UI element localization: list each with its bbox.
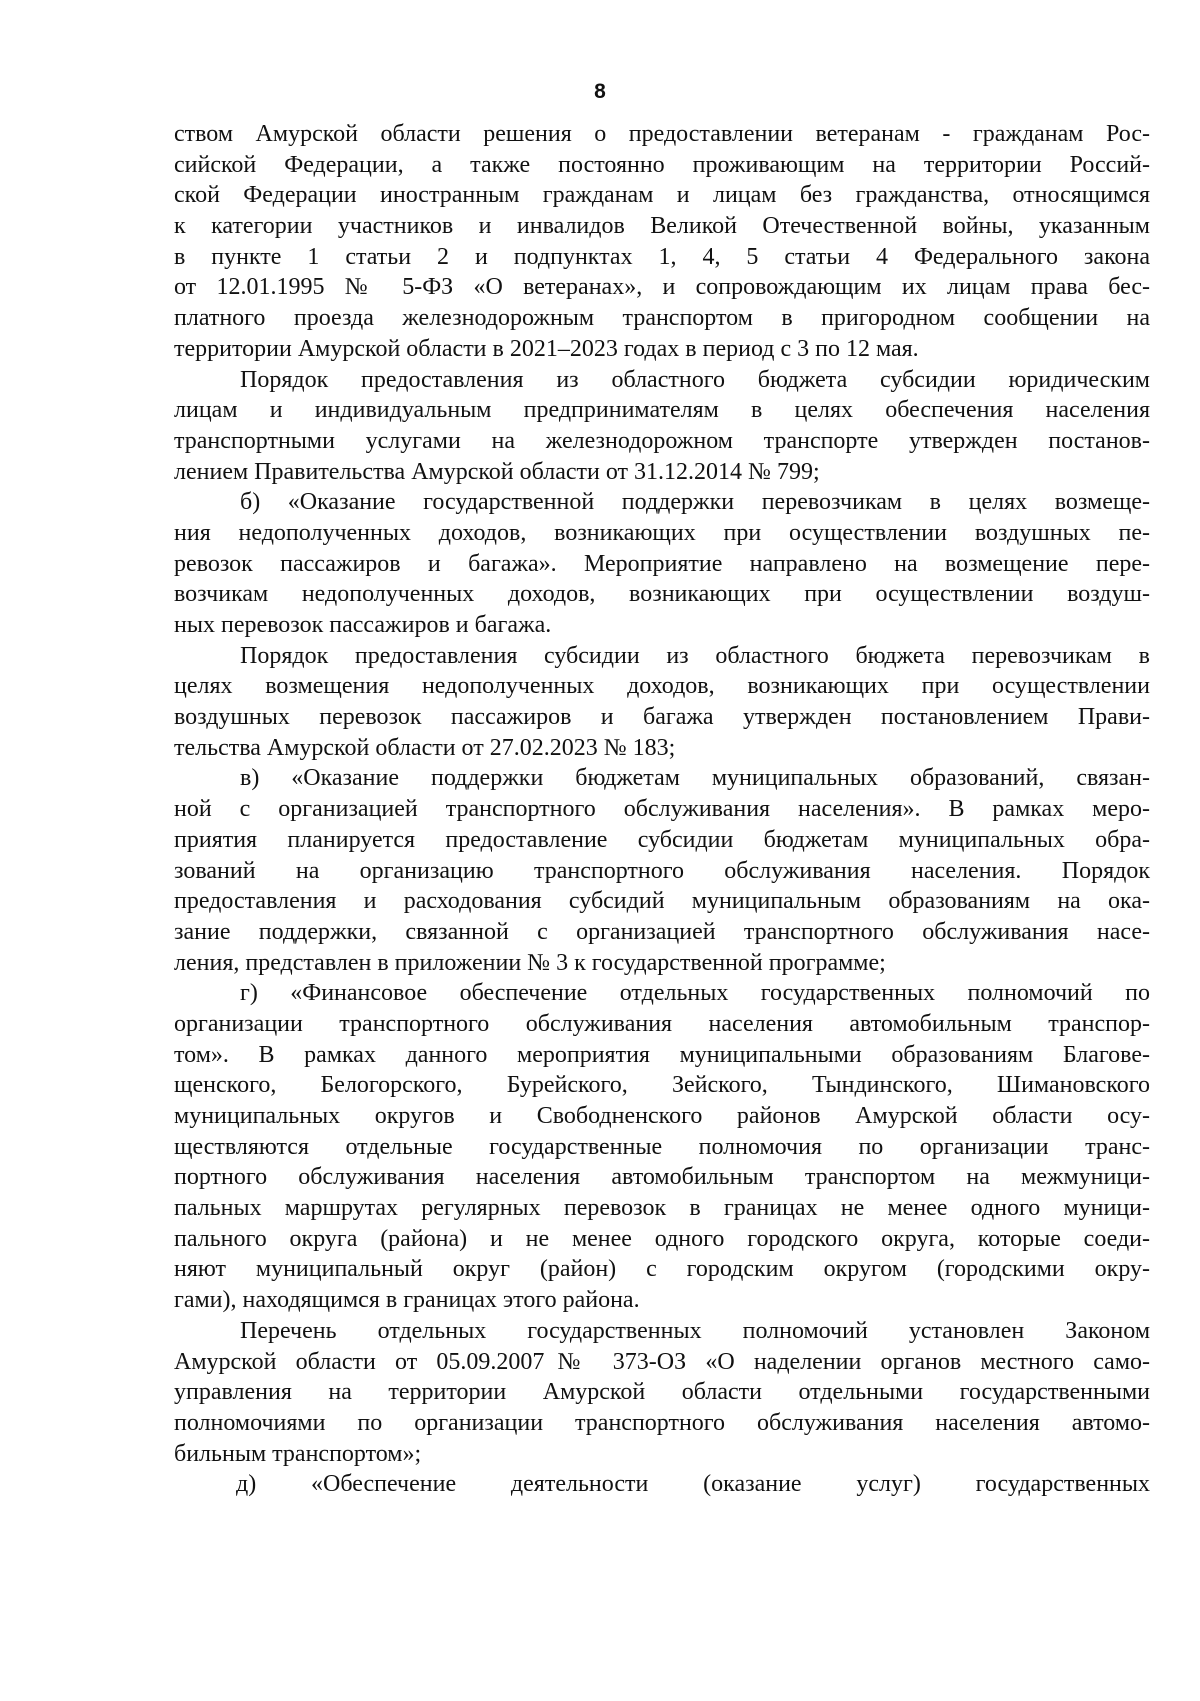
- paragraph-first-line: Порядок предоставления из областного бюджета субсидии юридическим: [240, 366, 1150, 393]
- document-body: [174, 119, 1150, 1500]
- text-line: няют муниципальный округ (район) с городским округом (городскими окру-: [174, 1256, 1150, 1283]
- text-line: портного обслуживания населения автомобильным транспортом на межмуници-: [174, 1164, 1150, 1191]
- text-line: муниципальных округов и Свободненского районов Амурской области осу-: [174, 1103, 1150, 1129]
- text-line: том». В рамках данного мероприятия муниципальными образованиям Благове-: [174, 1041, 1150, 1068]
- text-line: Амурской области от 05.09.2007№ 373-ОЗ «О наделении органов местного само-: [174, 1348, 1150, 1375]
- text-line: пальных маршрутах регулярных перевозок в границах не менее одного муници-: [174, 1195, 1150, 1222]
- text-line: гами), находящимся в границах этого района.: [174, 1287, 640, 1314]
- text-line: пального округа (района) и не менее одного городского округа, которые соеди-: [174, 1225, 1150, 1252]
- text-line: организации транспортного обслуживания населения автомобильным транспор-: [174, 1010, 1150, 1037]
- paragraph-first-line: в) «Оказание поддержки бюджетам муниципальных образований, связан-: [240, 765, 1150, 792]
- text-line: приятия планируется предоставление субсидии бюджетам муниципальных обра-: [174, 826, 1150, 853]
- text-line: территории Амурской области в 2021–2023 годах в период с 3 по 12 мая.: [174, 335, 919, 362]
- text-line: целях возмещения недополученных доходов, возникающих при осуществлении: [174, 673, 1150, 700]
- text-line: ния недополученных доходов, возникающих при осуществлении воздушных пе-: [174, 519, 1150, 546]
- text-line: бильным транспортом»;: [174, 1440, 422, 1467]
- paragraph-first-line: д) «Обеспечение деятельности (оказание услуг) государственных: [236, 1471, 1150, 1498]
- text-line: воздушных перевозок пассажиров и багажа утвержден постановлением Прави-: [174, 704, 1150, 731]
- text-line: сийской Федерации, а также постоянно проживающим на территории Россий-: [174, 151, 1150, 178]
- text-line: ления, представлен в приложении № 3 к государственной программе;: [174, 949, 886, 976]
- text-line: в пункте 1 статьи 2 и подпунктах 1, 4, 5 статьи 4 Федерального закона: [174, 243, 1150, 270]
- paragraph-first-line: г) «Финансовое обеспечение отдельных государственных полномочий по: [240, 980, 1150, 1007]
- text-line: полномочиями по организации транспортного обслуживания населения автомо-: [174, 1409, 1150, 1436]
- text-line: ных перевозок пассажиров и багажа.: [174, 612, 552, 638]
- text-line: возчикам недополученных доходов, возникающих при осуществлении воздуш-: [174, 581, 1150, 608]
- text-line: щенского, Белогорского, Бурейского, Зейского, Тындинского, Шимановского: [174, 1072, 1150, 1099]
- text-line: управления на территории Амурской области отдельными государственными: [174, 1379, 1150, 1406]
- paragraph-first-line: Порядок предоставления субсидии из областного бюджета перевозчикам в: [240, 642, 1150, 669]
- text-line: лением Правительства Амурской области от 31.12.2014 № 799;: [174, 458, 820, 485]
- text-line: транспортными услугами на железнодорожном транспорте утвержден постанов-: [174, 427, 1150, 454]
- text-line: ством Амурской области решения о предоставлении ветеранам - гражданам Рос-: [174, 121, 1150, 147]
- text-line: предоставления и расходования субсидий муниципальным образованиям на ока-: [174, 888, 1150, 915]
- text-line: ревозок пассажиров и багажа». Мероприятие направлено на возмещение пере-: [174, 550, 1150, 577]
- text-line: лицам и индивидуальным предпринимателям в целях обеспечения населения: [174, 397, 1150, 424]
- paragraph-first-line: Перечень отдельных государственных полномочий установлен Законом: [240, 1317, 1150, 1344]
- text-line: ществляются отдельные государственные полномочия по организации транс-: [174, 1133, 1150, 1160]
- text-line: ской Федерации иностранным гражданам и лицам без гражданства, относящимся: [174, 182, 1150, 209]
- text-line: тельства Амурской области от 27.02.2023 № 183;: [174, 734, 676, 761]
- text-line: зований на организацию транспортного обслуживания населения. Порядок: [174, 857, 1150, 884]
- text-line: платного проезда железнодорожным транспортом в пригородном сообщении на: [174, 305, 1150, 332]
- text-line: от 12.01.1995 № 5-ФЗ «О ветеранах», и сопровождающим их лицам права бес-: [174, 274, 1150, 301]
- text-line: зание поддержки, связанной с организацией транспортного обслуживания насе-: [174, 918, 1150, 945]
- paragraph-first-line: б) «Оказание государственной поддержки перевозчикам в целях возмеще-: [240, 489, 1150, 516]
- text-line: к категории участников и инвалидов Великой Отечественной войны, указанным: [174, 213, 1150, 240]
- page-number: 8: [594, 80, 606, 103]
- text-line: ной с организацией транспортного обслуживания населения». В рамках меро-: [174, 796, 1150, 823]
